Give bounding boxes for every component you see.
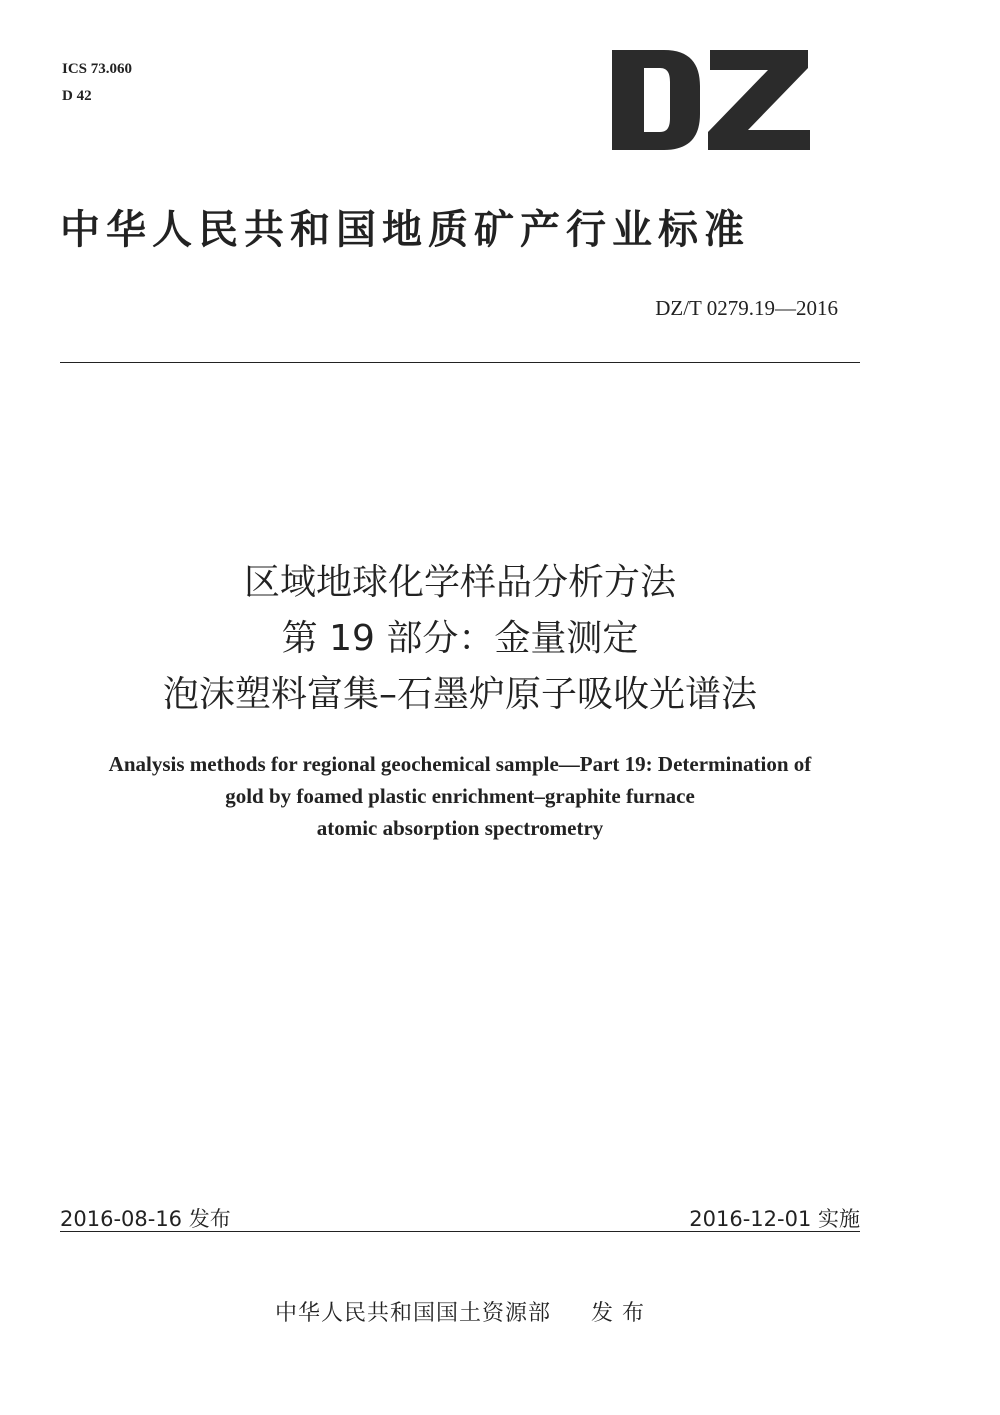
standard-number: DZ/T 0279.19—2016	[655, 296, 838, 320]
publisher-name: 中华人民共和国国土资源部	[274, 1301, 551, 1326]
english-title-line-1: Analysis methods for regional geochemical sample—Part 19: Determination of	[108, 752, 812, 776]
issue-date: 2016-08-16 发布	[60, 1207, 231, 1231]
ccs-code: D 42	[62, 88, 92, 104]
chinese-title	[0, 555, 920, 723]
english-title	[0, 748, 920, 844]
chinese-title-line-3: 泡沫塑料富集–石墨炉原子吸收光谱法	[162, 674, 757, 715]
footer-divider	[60, 1231, 860, 1232]
chinese-title-line-2: 第 19 部分：金量测定	[281, 618, 639, 659]
publisher-line	[0, 1296, 920, 1327]
classification-codes	[62, 56, 132, 110]
ics-code: ICS 73.060	[62, 61, 133, 77]
chinese-title-line-1: 区域地球化学样品分析方法	[243, 562, 676, 603]
publish-label: 发 布	[591, 1301, 645, 1326]
implementation-date: 2016-12-01 实施	[689, 1207, 860, 1231]
dz-logo	[612, 50, 810, 150]
english-title-line-2: gold by foamed plastic enrichment–graphite furnace	[225, 784, 695, 808]
standard-category-title: 中华人民共和国地质矿产行业标准	[60, 207, 750, 253]
english-title-line-3: atomic absorption spectrometry	[316, 816, 604, 840]
header-divider	[60, 362, 860, 363]
dz-logo-letter-z	[708, 50, 810, 150]
dz-logo-letter-d	[612, 50, 700, 150]
